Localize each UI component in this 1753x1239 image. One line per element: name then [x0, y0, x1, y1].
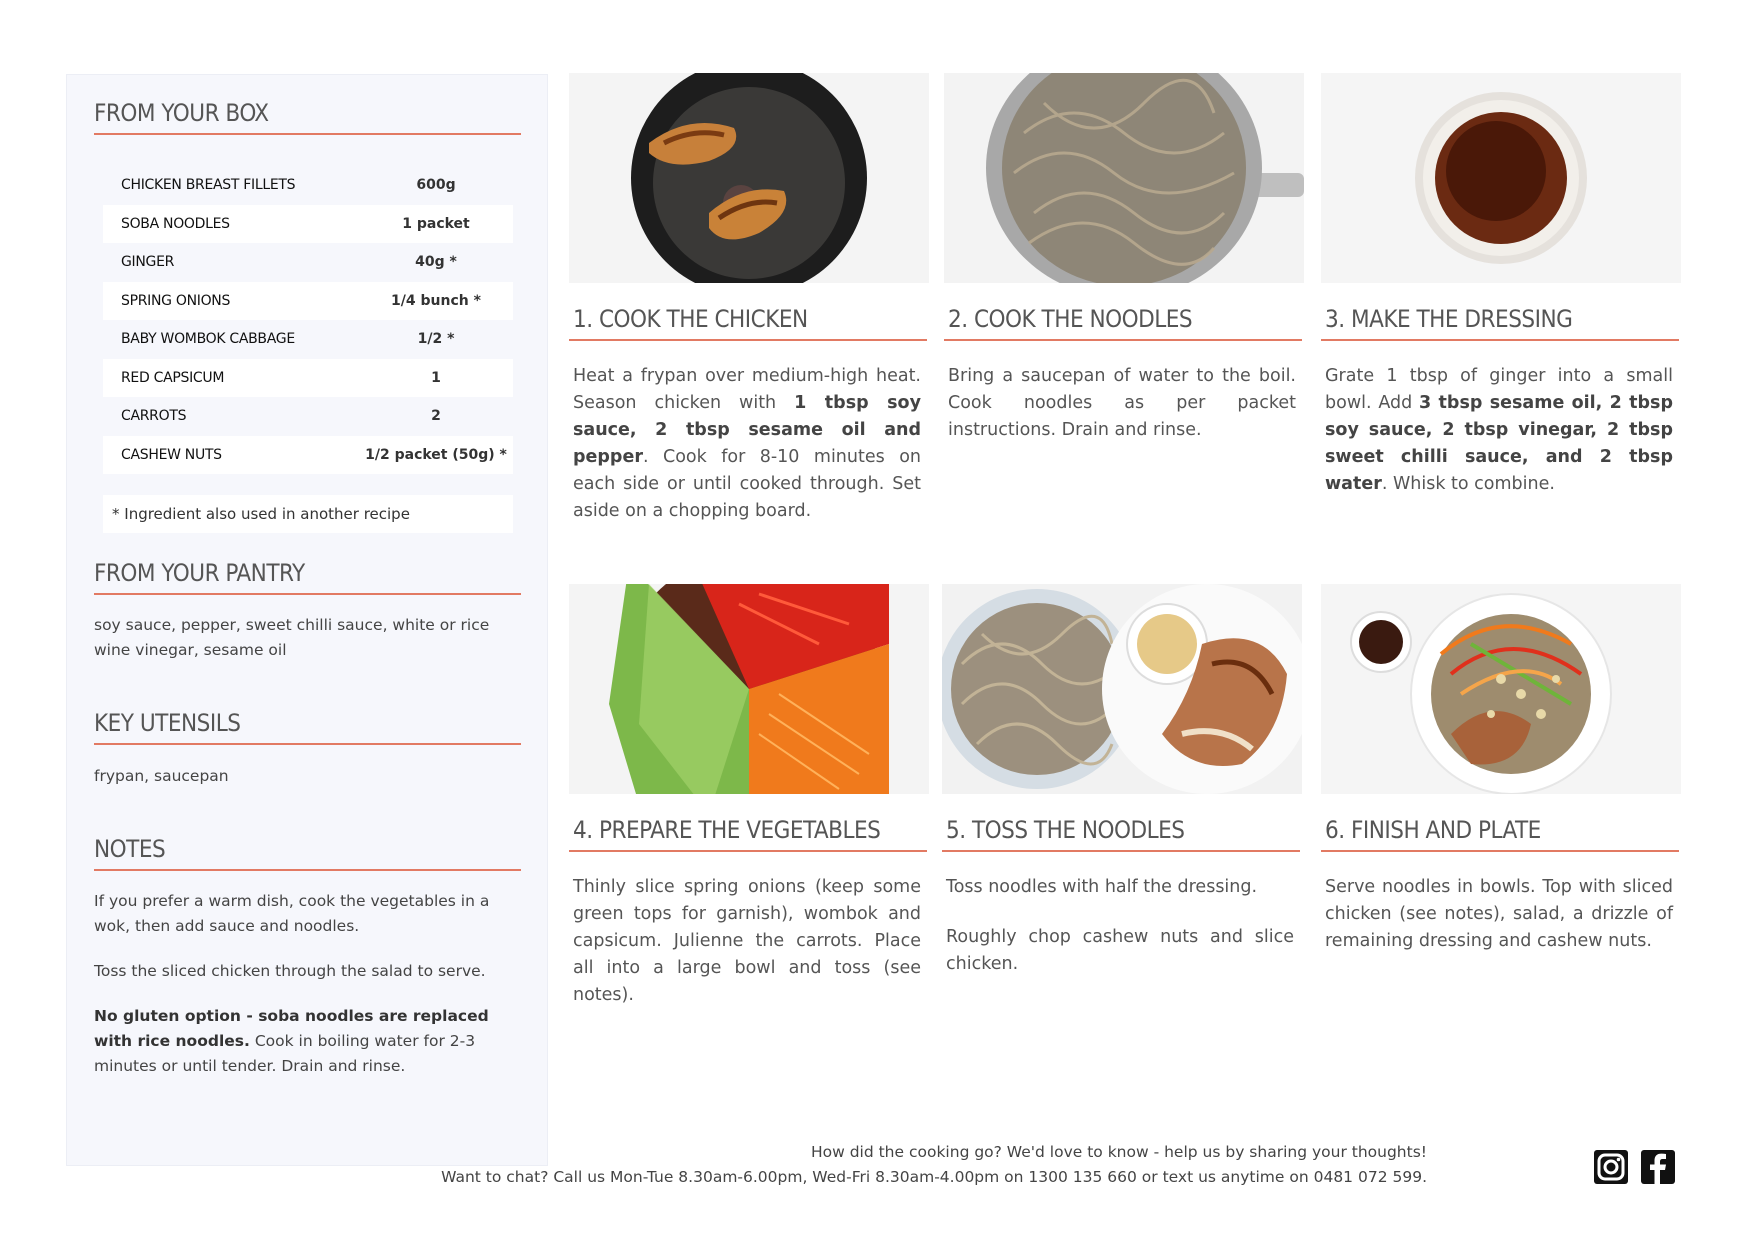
table-row	[103, 436, 513, 475]
ingredients-table	[103, 166, 513, 474]
dressing-bowl-photo	[1321, 73, 1681, 283]
step-instructions	[573, 874, 921, 1032]
vegetables-bowl-photo	[569, 584, 929, 794]
ingredient-name: BABY WOMBOK CABBAGE	[121, 331, 295, 348]
step-title: 3. MAKE THE DRESSING	[1321, 305, 1679, 341]
from-your-box-heading: FROM YOUR BOX	[94, 99, 521, 135]
table-row	[103, 397, 513, 436]
step-text-bold: 3 tbsp sesame oil, 2 tbsp soy sauce, 2 tbsp vinegar, 2 tbsp sweet chilli sauce, and 2 tbsp water	[1325, 393, 1673, 494]
ingredient-name: CASHEW NUTS	[121, 446, 222, 463]
feedback-line: How did the cooking go? We'd love to know - help us by sharing your thoughts!	[810, 1143, 1427, 1161]
note-text: Cook in boiling water for 2-3 minutes or until tender. Drain and rinse.	[94, 1032, 476, 1075]
finished-plate-photo	[1321, 584, 1681, 794]
note-paragraph	[94, 1004, 521, 1079]
footer-contact	[441, 1140, 1427, 1190]
step-text-part: Bring a saucepan of water to the boil. Cook noodles as per packet instructions. Drain and rinse.	[948, 366, 1296, 440]
step-title: 1. COOK THE CHICKEN	[569, 305, 927, 341]
ingredient-qty: 2	[431, 408, 441, 425]
ingredient-qty: 1/2 *	[417, 331, 455, 348]
step-text-part: Heat a frypan over medium-high heat. Season chicken with	[573, 366, 921, 413]
step-text-bold: 1 tbsp soy sauce, 2 tbsp sesame oil and pepper	[573, 393, 921, 467]
ingredient-footnote: * Ingredient also used in another recipe	[103, 495, 513, 533]
table-row	[103, 282, 513, 321]
table-row	[103, 320, 513, 359]
step-instructions	[573, 363, 921, 548]
step-text-part: . Cook for 8-10 minutes on each side or until cooked through. Set aside on a chopping board.	[573, 447, 921, 521]
step-title: 6. FINISH AND PLATE	[1321, 816, 1679, 852]
table-row	[103, 243, 513, 282]
step-text-part: Grate 1 tbsp of ginger into a small bowl. Add	[1325, 366, 1673, 413]
contact-line: Want to chat? Call us Mon-Tue 8.30am-6.00pm, Wed-Fri 8.30am-4.00pm on 1300 135 660 or text us anytime on 0481 072 599.	[441, 1168, 1427, 1186]
ingredients-sidebar	[66, 74, 548, 1166]
utensils-list: frypan, saucepan	[94, 767, 229, 785]
step-text-part: Roughly chop cashew nuts and slice chicken.	[946, 927, 1294, 974]
step-text-part: Serve noodles in bowls. Top with sliced chicken (see notes), salad, a drizzle of remaining dressing and cashew nuts.	[1325, 877, 1673, 951]
noodles-colander-photo	[944, 73, 1304, 283]
ingredient-name: CARROTS	[121, 408, 187, 425]
ingredient-name: SOBA NOODLES	[121, 215, 230, 232]
table-row	[103, 205, 513, 244]
notes-heading: NOTES	[94, 835, 521, 871]
note-paragraph: Toss the sliced chicken through the salad to serve.	[94, 962, 486, 980]
note-bold: No gluten option - soba noodles are replaced with rice noodles.	[94, 1007, 489, 1050]
step-instructions	[946, 874, 1294, 1001]
step-instructions	[1325, 363, 1673, 521]
table-row	[103, 359, 513, 398]
ingredient-name: GINGER	[121, 254, 175, 271]
step-title: 2. COOK THE NOODLES	[944, 305, 1302, 341]
pantry-list: soy sauce, pepper, sweet chilli sauce, white or rice wine vinegar, sesame oil	[94, 616, 490, 659]
note-paragraph: If you prefer a warm dish, cook the vegetables in a wok, then add sauce and noodles.	[94, 892, 490, 935]
ingredient-qty: 1	[431, 369, 441, 386]
step-text-part: . Whisk to combine.	[1381, 474, 1555, 494]
instagram-icon[interactable]	[1593, 1149, 1629, 1185]
key-utensils-heading: KEY UTENSILS	[94, 709, 521, 745]
step-instructions	[1325, 874, 1673, 978]
step-title: 5. TOSS THE NOODLES	[942, 816, 1300, 852]
step-instructions	[948, 363, 1296, 467]
facebook-icon[interactable]	[1640, 1149, 1676, 1185]
from-your-pantry-heading: FROM YOUR PANTRY	[94, 559, 521, 595]
table-row	[103, 166, 513, 205]
ingredient-name: RED CAPSICUM	[121, 369, 225, 386]
ingredient-qty: 1/2 packet (50g) *	[365, 446, 507, 463]
chicken-pan-photo	[569, 73, 929, 283]
step-text-part: Thinly slice spring onions (keep some green tops for garnish), wombok and capsicum. Julienne the carrots. Place all into a large bowl and toss (see notes).	[573, 877, 921, 1005]
ingredient-name: SPRING ONIONS	[121, 292, 231, 309]
ingredient-name: CHICKEN BREAST FILLETS	[121, 177, 296, 194]
ingredient-qty: 1/4 bunch *	[391, 292, 481, 309]
ingredient-qty: 1 packet	[402, 215, 470, 232]
ingredient-qty: 40g *	[415, 254, 457, 271]
noodles-and-chicken-photo	[942, 584, 1302, 794]
ingredient-qty: 600g	[416, 177, 456, 194]
step-title: 4. PREPARE THE VEGETABLES	[569, 816, 927, 852]
notes-body	[94, 889, 521, 1099]
step-text-part: Toss noodles with half the dressing.	[946, 877, 1258, 897]
